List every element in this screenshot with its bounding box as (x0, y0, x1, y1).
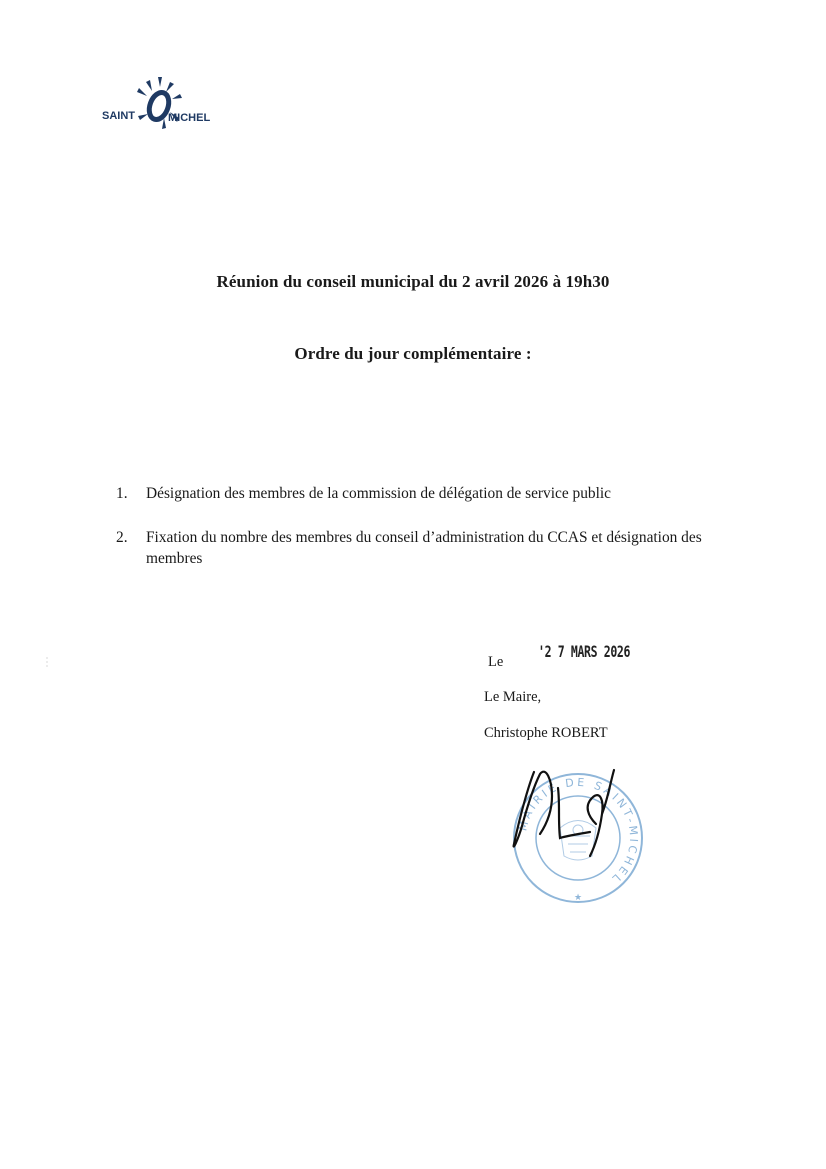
svg-text:★: ★ (573, 893, 583, 903)
agenda-item-text: Désignation des membres de la commission de délégation de service public (146, 485, 612, 502)
mayor-role: Le Maire, (484, 689, 542, 705)
agenda-item-number: 1. (116, 485, 128, 502)
mayor-name: Christophe ROBERT (484, 725, 608, 741)
logo-word-right: MICHEL (168, 112, 211, 124)
saint-michel-logo (100, 74, 216, 138)
handwritten-signature-icon (500, 752, 630, 862)
agenda-list (116, 483, 736, 592)
seal-text: MAIRIE DE SAINT-MICHEL (516, 775, 641, 887)
date-stamp: '2 7 MARS 2026 (538, 642, 631, 661)
agenda-item-text: Fixation du nombre des membres du conseil d’administration du CCAS et désignation des membres (146, 529, 702, 567)
agenda-item-number: 2. (116, 529, 128, 546)
logo-word-left: SAINT (102, 110, 135, 122)
date-prefix-label: Le (488, 654, 504, 670)
page-subtitle: Ordre du jour complémentaire : (294, 344, 532, 363)
page-title: Réunion du conseil municipal du 2 avril 2026 à 19h30 (216, 272, 610, 291)
scan-specks (45, 655, 49, 667)
agenda-item (116, 527, 736, 569)
saint-michel-logo-graphic (100, 74, 216, 138)
mayor-signature (500, 752, 630, 862)
agenda-item (116, 483, 736, 504)
